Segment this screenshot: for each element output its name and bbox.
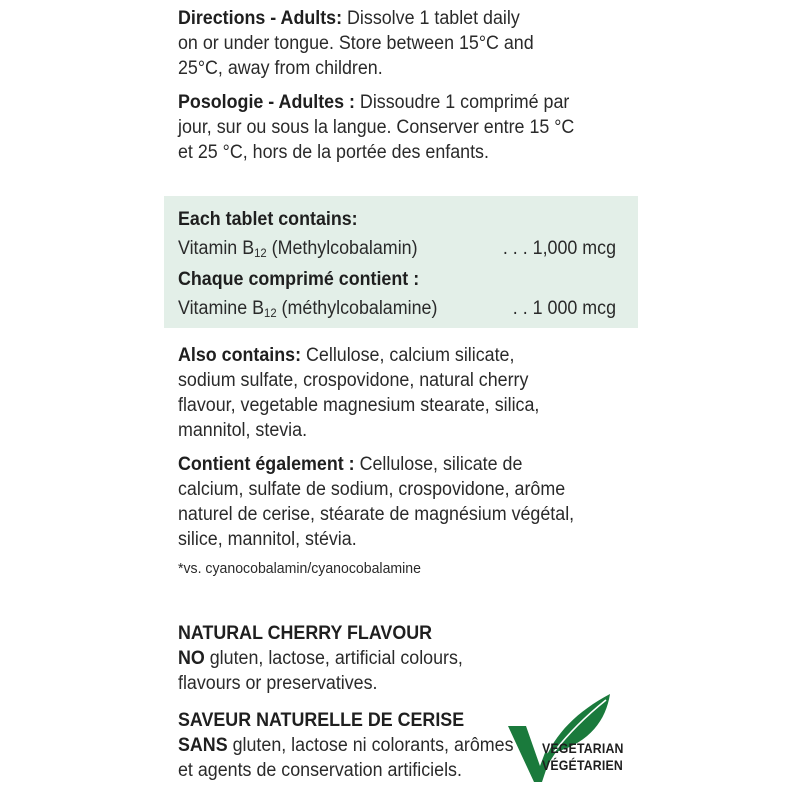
flavour-fr-heading: SAVEUR NATURELLE DE CERISE <box>178 710 465 731</box>
vegetarian-fr: VÉGÉTARIEN <box>542 757 623 773</box>
contents-box-text <box>178 205 620 325</box>
flavour-en: NATURAL CHERRY FLAVOUR NO gluten, lactose, artificial colours, flavours or preservatives. <box>178 623 463 694</box>
ingredient-row-fr: Vitamine $B_{12}$ (méthylcobalamine) . . 1 000 mcg <box>178 294 620 325</box>
ingredient-row-en: Vitamin $B_{12}$ (Methylcobalamin) . . . 1,000 mcg <box>178 234 620 265</box>
directions-section <box>178 6 620 174</box>
also-contains-en-label: Also contains: <box>178 345 302 366</box>
amount-en: . . . 1,000 mcg <box>502 238 617 259</box>
contents-heading-fr: Chaque comprimé contient : <box>178 269 420 290</box>
directions-en-label: Directions - Adults: <box>178 8 343 29</box>
directions-fr-label: Posologie - Adultes : <box>178 92 355 113</box>
vegetarian-badge-text <box>542 740 624 774</box>
flavour-en-heading: NATURAL CHERRY FLAVOUR <box>178 623 433 644</box>
footnote: *vs. cyanocobalamin/cyanocobalamine <box>178 560 421 577</box>
directions-fr: Posologie - Adultes : Dissoudre 1 comprimé par jour, sur ou sous la langue. Conserver entre 15 °C et 25 °C, hors de la portée des enfants. <box>178 92 575 163</box>
amount-fr: . . 1 000 mcg <box>512 298 617 319</box>
also-contains-fr-label: Contient également : <box>178 454 355 475</box>
directions-en: Directions - Adults: Dissolve 1 tablet daily on or under tongue. Store between 15°C and 25°C, away from children. <box>178 8 534 79</box>
contents-heading-en: Each tablet contains: <box>178 209 358 230</box>
flavour-fr-no: SANS <box>178 735 228 756</box>
also-contains-en: Also contains: Cellulose, calcium silicate, sodium sulfate, crospovidone, natural cherry flavour, vegetable magnesium stearate, silica, mannitol, stevia. <box>178 345 540 441</box>
ingredients-section <box>178 343 620 581</box>
flavour-en-no: NO <box>178 648 205 669</box>
vegetarian-en: VEGETARIAN <box>542 740 624 756</box>
flavour-fr: SAVEUR NATURELLE DE CERISE SANS gluten, lactose ni colorants, arômes et agents de conservation artificiels. <box>178 710 514 781</box>
also-contains-fr: Contient également : Cellulose, silicate de calcium, sulfate de sodium, crospovidone, arôme naturel de cerise, stéarate de magnésium végétal, silice, mannitol, stévia. <box>178 454 575 550</box>
